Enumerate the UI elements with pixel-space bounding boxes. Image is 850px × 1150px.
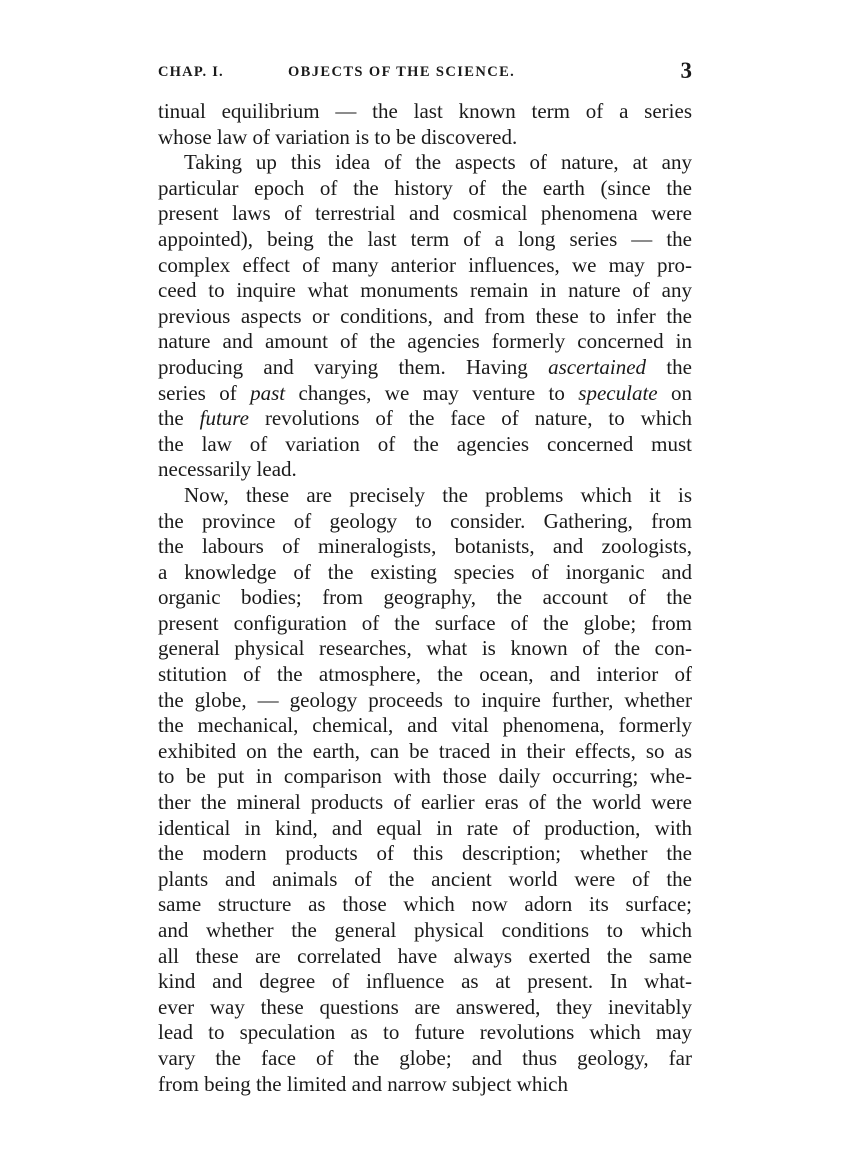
text-line: from being the limited and narrow subject which xyxy=(158,1071,568,1096)
text-line xyxy=(158,381,692,407)
text-line: vary the face of the globe; and thus geology, far xyxy=(158,1045,692,1070)
text-line: the law of variation of the agencies concerned must xyxy=(158,431,692,456)
text-line: identical in kind, and equal in rate of production, with xyxy=(158,815,692,840)
page-number: 3 xyxy=(680,58,692,83)
text-line: stitution of the atmosphere, the ocean, and interior of xyxy=(158,662,692,687)
text-line: a knowledge of the existing species of inorganic and xyxy=(158,559,692,584)
text-line: necessarily lead. xyxy=(158,457,297,482)
paragraph xyxy=(158,99,692,150)
italic-word: future xyxy=(199,406,249,431)
text-segment: the xyxy=(158,406,200,431)
text-line: organic bodies; from geography, the account of the xyxy=(158,585,692,610)
italic-word: speculate xyxy=(578,380,658,405)
text-line: and whether the general physical conditions to which xyxy=(158,918,692,942)
text-line: all these are correlated have always exerted the same xyxy=(158,943,692,968)
text-line: nature and amount of the agencies formerly concerned in xyxy=(158,329,692,354)
text-line: present laws of terrestrial and cosmical phenomena were xyxy=(158,201,692,226)
text-line xyxy=(158,406,692,432)
text-line: plants and animals of the ancient world were of the xyxy=(158,866,692,891)
body-text xyxy=(158,99,692,1097)
text-line: kind and degree of influence as at present. In what- xyxy=(158,969,692,994)
text-line: general physical researches, what is known of the con- xyxy=(158,636,692,661)
text-line: the modern products of this description; whether the xyxy=(158,841,692,866)
text-line: previous aspects or conditions, and from these to infer the xyxy=(158,303,692,328)
text-line: tinual equilibrium — the last known term of a series xyxy=(158,99,692,123)
running-head xyxy=(158,58,692,88)
text-line: particular epoch of the history of the earth (since the xyxy=(158,175,692,200)
paragraph xyxy=(158,150,692,483)
text-line: Taking up this idea of the aspects of nature, at any xyxy=(184,150,692,175)
italic-word: past xyxy=(250,380,286,405)
text-line: complex effect of many anterior influences, we may pro- xyxy=(158,252,692,277)
text-line: ther the mineral products of earlier eras of the world were xyxy=(158,790,692,815)
running-title: OBJECTS OF THE SCIENCE. xyxy=(288,64,516,80)
text-line: Now, these are precisely the problems which it is xyxy=(184,482,692,507)
text-segment: changes, we may venture to xyxy=(285,380,579,405)
italic-word: ascertained xyxy=(548,354,647,379)
text-segment: series of xyxy=(158,380,251,405)
text-line xyxy=(158,355,692,381)
text-segment: producing and varying them. Having xyxy=(158,354,549,379)
text-line: same structure as those which now adorn its surface; xyxy=(158,892,692,917)
text-line: the mechanical, chemical, and vital phenomena, formerly xyxy=(158,713,692,738)
text-line: ever way these questions are answered, they inevitably xyxy=(158,994,692,1019)
text-line: present configuration of the surface of the globe; from xyxy=(158,610,692,635)
text-line: the province of geology to consider. Gathering, from xyxy=(158,508,692,533)
text-segment: revolutions of the face of nature, to which xyxy=(249,406,693,431)
text-line: the globe, — geology proceeds to inquire further, whether xyxy=(158,687,692,712)
text-line: whose law of variation is to be discovered. xyxy=(158,124,518,149)
text-line: to be put in comparison with those daily occurring; whe- xyxy=(158,764,692,789)
text-segment: on xyxy=(657,380,692,405)
paragraph xyxy=(158,483,692,1097)
text-line: appointed), being the last term of a long series — the xyxy=(158,226,692,251)
text-line: ceed to inquire what monuments remain in nature of any xyxy=(158,278,692,303)
chapter-label: CHAP. I. xyxy=(158,64,224,80)
text-line: the labours of mineralogists, botanists, and zoologists, xyxy=(158,534,692,559)
text-line: exhibited on the earth, can be traced in their effects, so as xyxy=(158,738,692,763)
text-segment: the xyxy=(646,354,692,379)
text-line: lead to speculation as to future revolutions which may xyxy=(158,1020,692,1045)
